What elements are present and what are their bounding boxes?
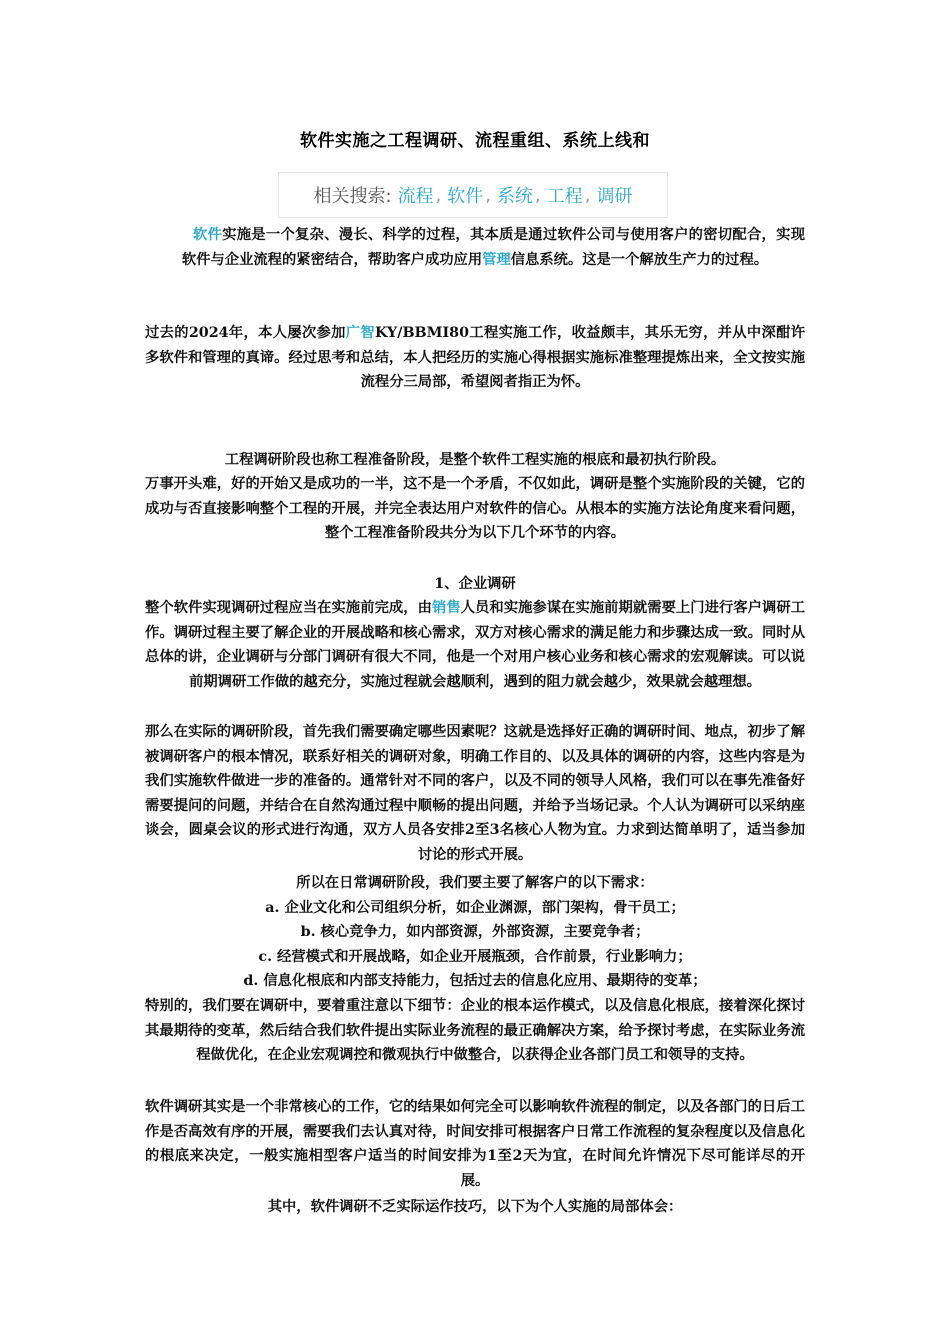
enterprise-text-2: 人员和实施参谋在实施前期就需要上门进行客户调研工作。调研过程主要了解企业的开展战略和核心需求，双方对核心需求的满足能力和步骤达成一致。同时从总体的讲，企业调研与分部门调研有很大不同，他是一个对用户核心业务和核心需求的宏观解读。可以说前期调研工作做的越充分，实施过程就会越顺利，遇到的阻力就会越少，效果就会越理想。 xyxy=(145,600,806,690)
needs-list-item: c. 经营模式和开展战略，如企业开展瓶颈，合作前景，行业影响力； xyxy=(258,949,692,965)
experience-text-1: 过去的2024年，本人屡次参加 xyxy=(145,325,346,341)
experience-paragraph xyxy=(145,321,805,395)
needs-list-item: b. 核心竞争力，如内部资源，外部资源，主要竞争者； xyxy=(300,924,650,940)
project-research-intro: 工程调研阶段也称工程准备阶段，是整个软件工程实施的根底和最初执行阶段。 xyxy=(224,452,726,468)
software-link[interactable]: 软件 xyxy=(193,227,223,243)
details-paragraph: 特别的，我们要在调研中，要着重注意以下细节：企业的根本运作模式，以及信息化根底，接着深化探讨其最期待的变革，然后结合我们软件提出实际业务流程的最正确解决方案，给予探讨考虑，在实际业务流程做优化，在企业宏观调控和微观执行中做整合，以获得企业各部门员工和领导的支持。 xyxy=(145,998,805,1063)
enterprise-research-paragraph xyxy=(145,596,805,694)
guangzhi-link[interactable]: 广智 xyxy=(345,325,375,341)
related-search-box xyxy=(278,172,668,218)
intro-text-1: 实施是一个复杂、漫长、科学的过程，其本质是通过软件公司与使用客户的密切配合，实现软件与企业流程的紧密结合，帮助客户成功应用 xyxy=(181,227,805,268)
beginning-paragraph: 万事开头难，好的开始又是成功的一半，这不是一个矛盾，不仅如此，调研是整个实施阶段的关键，它的成功与否直接影响整个工程的开展，并完全表达用户对软件的信心。从根本的实施方法论角度来看问题，整个工程准备阶段共分为以下几个环节的内容。 xyxy=(145,476,805,541)
keyword-separator: , xyxy=(584,184,591,206)
sales-link[interactable]: 销售 xyxy=(431,600,461,616)
enterprise-text-1: 整个软件实现调研过程应当在实施前完成，由 xyxy=(145,600,432,616)
related-keyword-software[interactable]: 软件 xyxy=(447,186,484,207)
intro-paragraph xyxy=(145,223,805,272)
management-link[interactable]: 管理 xyxy=(482,251,511,268)
document-title: 软件实施之工程调研、流程重组、系统上线和 xyxy=(300,131,650,151)
related-keyword-system[interactable]: 系统 xyxy=(497,186,534,207)
needs-intro: 所以在日常调研阶段，我们要主要了解客户的以下需求： xyxy=(296,875,654,891)
keyword-separator: , xyxy=(485,184,492,206)
needs-list-item: d. 信息化根底和内部支持能力，包括过去的信息化应用、最期待的变革； xyxy=(243,973,707,989)
experience-text-2: KY/BBMI80工程实施工作，收益颇丰，其乐无穷，并从中深酣许多软件和管理的真谛。经过思考和总结，本人把经历的实施心得根据实施标准整理提炼出来，全文按实施流程分三局部，希望阅者指正为怀。 xyxy=(145,325,806,390)
keyword-separator: , xyxy=(435,184,442,206)
tips-intro: 其中，软件调研不乏实际运作技巧，以下为个人实施的局部体会： xyxy=(267,1199,683,1215)
related-keyword-flow[interactable]: 流程 xyxy=(397,186,434,207)
related-search-label: 相关搜索: xyxy=(313,186,392,207)
related-keyword-project[interactable]: 工程 xyxy=(546,186,583,207)
intro-text-2: 信息系统。这是一个解放生产力的过程。 xyxy=(510,251,769,268)
core-work-paragraph: 软件调研其实是一个非常核心的工作，它的结果如何完全可以影响软件流程的制定，以及各部门的日后工作是否高效有序的开展，需要我们去认真对待，时间安排可根据客户日常工作流程的复杂程度以及信息化的根底来决定，一般实施相型客户适当的时间安排为1至2天为宜，在时间允许情况下尽可能详尽的开展。 xyxy=(145,1099,805,1189)
section-heading-enterprise-research: 1、企业调研 xyxy=(434,576,516,592)
keyword-separator: , xyxy=(535,184,541,206)
related-keyword-research[interactable]: 调研 xyxy=(596,186,633,207)
needs-list-item: a. 企业文化和公司组织分析，如企业渊源，部门架构，骨干员工； xyxy=(265,900,685,916)
research-factors-paragraph: 那么在实际的调研阶段，首先我们需要确定哪些因素呢？这就是选择好正确的调研时间、地点，初步了解被调研客户的根本情况，联系好相关的调研对象，明确工作目的、以及具体的调研的内容，这些内容是为我们实施软件做进一步的准备的。通常针对不同的客户，以及不同的领导人风格，我们可以在事先准备好需要提问的问题，并结合在自然沟通过程中顺畅的提出问题，并给予当场记录。个人认为调研可以采纳座谈会，圆桌会议的形式进行沟通，双方人员各安排2至3名核心人物为宜。力求到达简单明了，适当参加讨论的形式开展。 xyxy=(145,724,805,863)
